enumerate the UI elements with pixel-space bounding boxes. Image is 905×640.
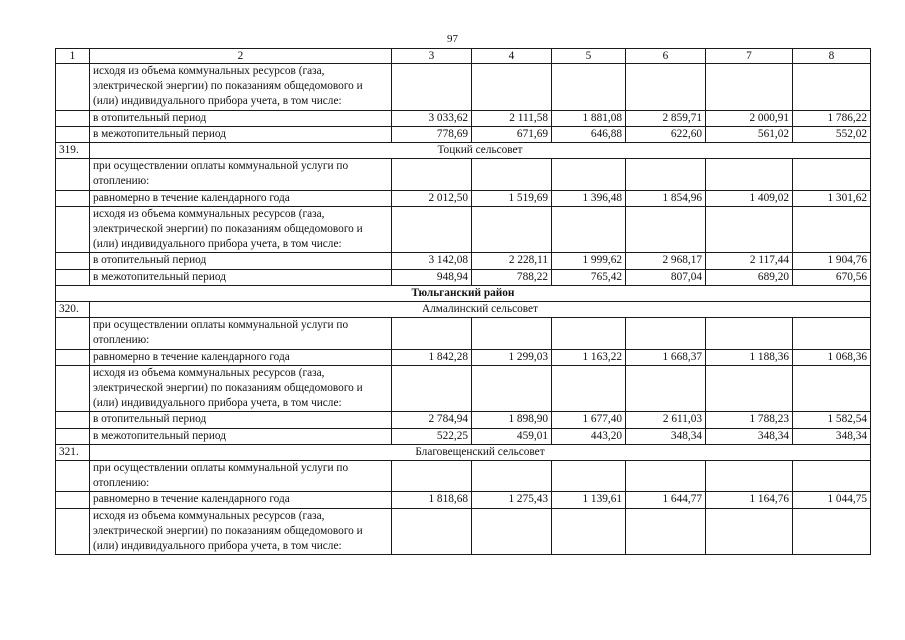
row-index-cell bbox=[56, 318, 90, 349]
value-cell: 1 842,28 bbox=[392, 349, 472, 365]
page-number: 97 bbox=[447, 33, 458, 45]
table-row bbox=[56, 110, 871, 126]
table-row bbox=[56, 349, 871, 365]
value-cell: 1 519,69 bbox=[472, 190, 552, 206]
value-cell: 2 117,44 bbox=[706, 253, 793, 269]
table-row bbox=[56, 461, 871, 492]
value-cell bbox=[793, 508, 871, 555]
value-cell bbox=[793, 159, 871, 190]
row-description: исходя из объема коммунальных ресурсов (газа, электрической энергии) по показаниям общедомового и (или) индивидуального прибора учета, в том числе: bbox=[90, 206, 392, 253]
value-cell: 765,42 bbox=[552, 269, 626, 285]
value-cell: 348,34 bbox=[793, 428, 871, 444]
value-cell: 788,22 bbox=[472, 269, 552, 285]
table-row bbox=[56, 159, 871, 190]
settlement-header-row bbox=[56, 302, 871, 318]
settlement-header-row bbox=[56, 143, 871, 159]
value-cell: 670,56 bbox=[793, 269, 871, 285]
row-description: при осуществлении оплаты коммунальной услуги по отоплению: bbox=[90, 159, 392, 190]
value-cell bbox=[472, 206, 552, 253]
row-index-cell bbox=[56, 428, 90, 444]
column-header: 3 bbox=[392, 49, 472, 64]
value-cell: 3 142,08 bbox=[392, 253, 472, 269]
value-cell bbox=[793, 206, 871, 253]
value-cell bbox=[706, 64, 793, 111]
value-cell bbox=[706, 508, 793, 555]
value-cell bbox=[472, 365, 552, 412]
value-cell: 2 228,11 bbox=[472, 253, 552, 269]
value-cell: 1 677,40 bbox=[552, 412, 626, 428]
value-cell bbox=[552, 206, 626, 253]
value-cell: 3 033,62 bbox=[392, 110, 472, 126]
value-cell bbox=[392, 318, 472, 349]
value-cell bbox=[793, 365, 871, 412]
value-cell bbox=[706, 365, 793, 412]
value-cell: 348,34 bbox=[706, 428, 793, 444]
value-cell bbox=[793, 64, 871, 111]
table-row bbox=[56, 428, 871, 444]
value-cell bbox=[392, 206, 472, 253]
value-cell bbox=[626, 508, 706, 555]
value-cell bbox=[706, 318, 793, 349]
value-cell: 2 111,58 bbox=[472, 110, 552, 126]
value-cell: 459,01 bbox=[472, 428, 552, 444]
column-header: 1 bbox=[56, 49, 90, 64]
district-header-row bbox=[56, 285, 871, 301]
district-name: Тюльганский район bbox=[56, 285, 871, 301]
table-row bbox=[56, 318, 871, 349]
value-cell: 1 164,76 bbox=[706, 492, 793, 508]
value-cell: 561,02 bbox=[706, 126, 793, 142]
row-description: в отопительный период bbox=[90, 110, 392, 126]
value-cell bbox=[626, 461, 706, 492]
row-index-cell bbox=[56, 365, 90, 412]
value-cell: 1 786,22 bbox=[793, 110, 871, 126]
value-cell bbox=[552, 318, 626, 349]
row-index-cell bbox=[56, 126, 90, 142]
row-index-cell bbox=[56, 253, 90, 269]
value-cell bbox=[552, 64, 626, 111]
value-cell: 1 275,43 bbox=[472, 492, 552, 508]
row-index-cell bbox=[56, 110, 90, 126]
value-cell bbox=[392, 159, 472, 190]
value-cell: 778,69 bbox=[392, 126, 472, 142]
row-description: в отопительный период bbox=[90, 412, 392, 428]
value-cell: 671,69 bbox=[472, 126, 552, 142]
value-cell: 1 044,75 bbox=[793, 492, 871, 508]
value-cell: 622,60 bbox=[626, 126, 706, 142]
value-cell bbox=[626, 159, 706, 190]
row-description: равномерно в течение календарного года bbox=[90, 349, 392, 365]
value-cell bbox=[793, 461, 871, 492]
row-description: равномерно в течение календарного года bbox=[90, 492, 392, 508]
row-index-cell bbox=[56, 269, 90, 285]
row-description: исходя из объема коммунальных ресурсов (газа, электрической энергии) по показаниям общедомового и (или) индивидуального прибора учета, в том числе: bbox=[90, 64, 392, 111]
row-description: в межотопительный период bbox=[90, 126, 392, 142]
row-index-cell bbox=[56, 412, 90, 428]
value-cell: 1 068,36 bbox=[793, 349, 871, 365]
value-cell: 1 409,02 bbox=[706, 190, 793, 206]
row-index-cell: 319. bbox=[56, 143, 90, 159]
value-cell: 689,20 bbox=[706, 269, 793, 285]
table-row bbox=[56, 190, 871, 206]
value-cell bbox=[626, 64, 706, 111]
row-description: в межотопительный период bbox=[90, 428, 392, 444]
value-cell bbox=[793, 318, 871, 349]
row-index-cell bbox=[56, 159, 90, 190]
value-cell: 1 139,61 bbox=[552, 492, 626, 508]
settlement-header-row bbox=[56, 444, 871, 460]
value-cell: 1 788,23 bbox=[706, 412, 793, 428]
value-cell: 522,25 bbox=[392, 428, 472, 444]
table-row bbox=[56, 365, 871, 412]
row-description: в межотопительный период bbox=[90, 269, 392, 285]
value-cell: 1 854,96 bbox=[626, 190, 706, 206]
value-cell: 2 968,17 bbox=[626, 253, 706, 269]
value-cell bbox=[472, 64, 552, 111]
value-cell bbox=[552, 159, 626, 190]
value-cell: 1 904,76 bbox=[793, 253, 871, 269]
row-description: исходя из объема коммунальных ресурсов (газа, электрической энергии) по показаниям общедомового и (или) индивидуального прибора учета, в том числе: bbox=[90, 508, 392, 555]
value-cell bbox=[392, 64, 472, 111]
value-cell bbox=[706, 206, 793, 253]
value-cell: 2 859,71 bbox=[626, 110, 706, 126]
table-row bbox=[56, 492, 871, 508]
value-cell bbox=[472, 159, 552, 190]
row-index-cell bbox=[56, 461, 90, 492]
table-row bbox=[56, 412, 871, 428]
row-description: исходя из объема коммунальных ресурсов (газа, электрической энергии) по показаниям общедомового и (или) индивидуального прибора учета, в том числе: bbox=[90, 365, 392, 412]
row-index-cell: 320. bbox=[56, 302, 90, 318]
value-cell: 1 188,36 bbox=[706, 349, 793, 365]
row-index-cell bbox=[56, 349, 90, 365]
value-cell bbox=[392, 461, 472, 492]
table-row bbox=[56, 206, 871, 253]
value-cell: 1 668,37 bbox=[626, 349, 706, 365]
value-cell: 1 396,48 bbox=[552, 190, 626, 206]
value-cell: 1 163,22 bbox=[552, 349, 626, 365]
settlement-name: Тоцкий сельсовет bbox=[90, 143, 871, 159]
row-description: в отопительный период bbox=[90, 253, 392, 269]
table-row bbox=[56, 253, 871, 269]
settlement-name: Благовещенский сельсовет bbox=[90, 444, 871, 460]
value-cell: 948,94 bbox=[392, 269, 472, 285]
table-row bbox=[56, 508, 871, 555]
value-cell: 1 301,62 bbox=[793, 190, 871, 206]
value-cell bbox=[552, 365, 626, 412]
tariff-table bbox=[55, 48, 871, 555]
value-cell bbox=[626, 206, 706, 253]
value-cell bbox=[706, 461, 793, 492]
value-cell: 348,34 bbox=[626, 428, 706, 444]
value-cell bbox=[472, 508, 552, 555]
value-cell: 1 644,77 bbox=[626, 492, 706, 508]
value-cell bbox=[626, 318, 706, 349]
value-cell bbox=[472, 461, 552, 492]
table-row bbox=[56, 269, 871, 285]
value-cell: 552,02 bbox=[793, 126, 871, 142]
value-cell: 2 012,50 bbox=[392, 190, 472, 206]
value-cell bbox=[552, 508, 626, 555]
row-index-cell bbox=[56, 190, 90, 206]
value-cell bbox=[392, 365, 472, 412]
table-row bbox=[56, 64, 871, 111]
column-header: 4 bbox=[472, 49, 552, 64]
column-header: 2 bbox=[90, 49, 392, 64]
value-cell: 1 898,90 bbox=[472, 412, 552, 428]
table-row bbox=[56, 126, 871, 142]
row-description: равномерно в течение календарного года bbox=[90, 190, 392, 206]
value-cell: 1 299,03 bbox=[472, 349, 552, 365]
value-cell: 1 818,68 bbox=[392, 492, 472, 508]
row-index-cell bbox=[56, 508, 90, 555]
value-cell bbox=[392, 508, 472, 555]
value-cell: 2 784,94 bbox=[392, 412, 472, 428]
value-cell: 807,04 bbox=[626, 269, 706, 285]
column-header: 6 bbox=[626, 49, 706, 64]
value-cell bbox=[626, 365, 706, 412]
value-cell bbox=[552, 461, 626, 492]
value-cell: 1 881,08 bbox=[552, 110, 626, 126]
row-index-cell bbox=[56, 206, 90, 253]
row-index-cell: 321. bbox=[56, 444, 90, 460]
value-cell: 646,88 bbox=[552, 126, 626, 142]
row-index-cell bbox=[56, 64, 90, 111]
row-description: при осуществлении оплаты коммунальной услуги по отоплению: bbox=[90, 318, 392, 349]
column-header: 8 bbox=[793, 49, 871, 64]
value-cell: 1 582,54 bbox=[793, 412, 871, 428]
column-number-row bbox=[56, 49, 871, 64]
settlement-name: Алмалинский сельсовет bbox=[90, 302, 871, 318]
value-cell: 2 611,03 bbox=[626, 412, 706, 428]
value-cell bbox=[706, 159, 793, 190]
column-header: 5 bbox=[552, 49, 626, 64]
row-index-cell bbox=[56, 492, 90, 508]
value-cell: 443,20 bbox=[552, 428, 626, 444]
value-cell: 2 000,91 bbox=[706, 110, 793, 126]
value-cell bbox=[472, 318, 552, 349]
value-cell: 1 999,62 bbox=[552, 253, 626, 269]
column-header: 7 bbox=[706, 49, 793, 64]
row-description: при осуществлении оплаты коммунальной услуги по отоплению: bbox=[90, 461, 392, 492]
